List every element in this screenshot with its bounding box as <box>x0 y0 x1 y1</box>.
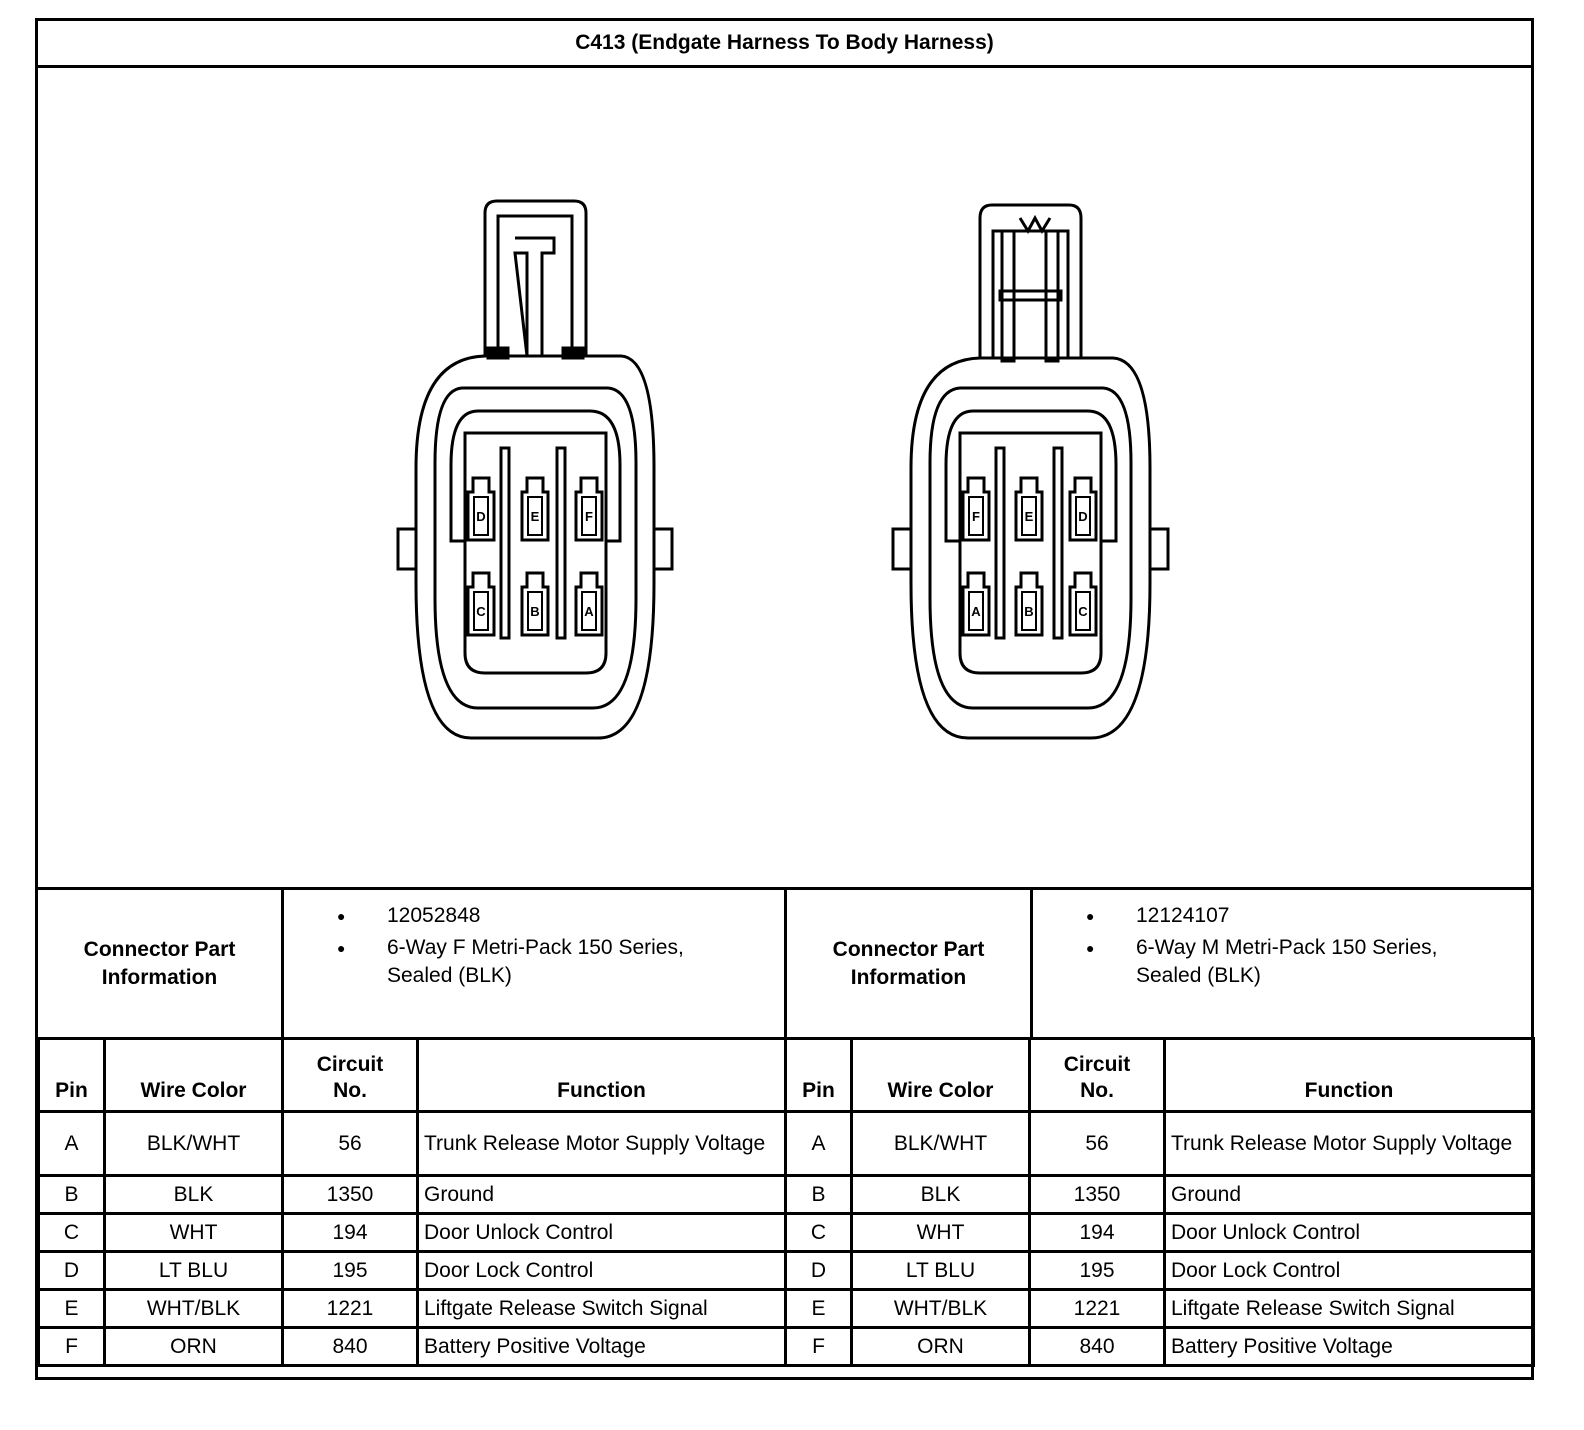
connector-part-info-list <box>1033 890 1531 1037</box>
table-row <box>39 1328 786 1366</box>
pin-cell: E <box>39 1290 105 1328</box>
pin-label: E <box>530 509 540 524</box>
wire-color-cell: BLK <box>105 1176 283 1214</box>
connector-pins-male <box>963 478 1096 635</box>
pin-cell: D <box>786 1252 852 1290</box>
circuit-cell: 194 <box>1030 1214 1165 1252</box>
wire-color-cell: ORN <box>105 1328 283 1366</box>
pin-label: A <box>971 604 981 619</box>
wire-color-cell: LT BLU <box>852 1252 1030 1290</box>
function-cell: Door Lock Control <box>418 1252 786 1290</box>
table-row <box>39 1290 786 1328</box>
pin-cell: F <box>39 1328 105 1366</box>
table-row <box>786 1252 1534 1290</box>
wire-color-cell: WHT/BLK <box>105 1290 283 1328</box>
pin-label: F <box>585 509 593 524</box>
pin-cell: B <box>786 1176 852 1214</box>
circuit-cell: 194 <box>283 1214 418 1252</box>
table-row <box>39 1176 786 1214</box>
wire-color-cell: BLK <box>852 1176 1030 1214</box>
pin-label: A <box>584 604 594 619</box>
pin-header: Pin <box>786 1039 852 1112</box>
circuit-cell: 1350 <box>1030 1176 1165 1214</box>
wire-color-cell: WHT <box>105 1214 283 1252</box>
table-row <box>786 1328 1534 1366</box>
function-header: Function <box>1165 1039 1534 1112</box>
pin-cell: A <box>786 1112 852 1176</box>
pin-label: D <box>476 509 486 524</box>
connector-face-male <box>893 205 1168 738</box>
table-row <box>786 1112 1534 1176</box>
pin-cell: E <box>786 1290 852 1328</box>
pin-cell: D <box>39 1252 105 1290</box>
connector-drawing <box>38 68 1531 890</box>
connector-part-info-label: Connector Part Information <box>83 937 236 989</box>
wire-color-header: Wire Color <box>852 1039 1030 1112</box>
circuit-cell: 195 <box>1030 1252 1165 1290</box>
connector-sheet <box>35 18 1534 1380</box>
function-cell: Liftgate Release Switch Signal <box>1165 1290 1534 1328</box>
wire-color-cell: BLK/WHT <box>852 1112 1030 1176</box>
table-row <box>786 1290 1534 1328</box>
wire-color-header: Wire Color <box>105 1039 283 1112</box>
connector-pins-female <box>468 478 602 635</box>
circuit-cell: 840 <box>283 1328 418 1366</box>
sheet-title: C413 (Endgate Harness To Body Harness) <box>38 21 1531 68</box>
pin-label: D <box>1078 509 1088 524</box>
table-row <box>786 1176 1534 1214</box>
pin-label: B <box>1024 604 1034 619</box>
connector-part-info-list <box>284 890 784 1037</box>
wire-color-cell: WHT <box>852 1214 1030 1252</box>
circuit-cell: 195 <box>283 1252 418 1290</box>
pinout-table-left <box>37 1037 787 1367</box>
circuit-header: Circuit No. <box>283 1039 418 1112</box>
pin-label: C <box>1078 604 1088 619</box>
connector-part-info-label: Connector Part Information <box>832 937 985 989</box>
pin-label: C <box>476 604 486 619</box>
part-number: ● 12124107 <box>1033 902 1531 930</box>
pin-cell: A <box>39 1112 105 1176</box>
function-cell: Ground <box>418 1176 786 1214</box>
connector-part-info-row <box>38 887 1531 1040</box>
function-cell: Liftgate Release Switch Signal <box>418 1290 786 1328</box>
circuit-cell: 840 <box>1030 1328 1165 1366</box>
part-description: ● 6-Way F Metri-Pack 150 Series, Sealed (BLK) <box>284 934 784 990</box>
wire-color-cell: WHT/BLK <box>852 1290 1030 1328</box>
pin-header: Pin <box>39 1039 105 1112</box>
circuit-cell: 56 <box>283 1112 418 1176</box>
circuit-cell: 1350 <box>283 1176 418 1214</box>
function-cell: Battery Positive Voltage <box>418 1328 786 1366</box>
connector-face-female <box>398 201 672 738</box>
pin-cell: C <box>39 1214 105 1252</box>
table-row <box>39 1112 786 1176</box>
pin-label: B <box>530 604 540 619</box>
circuit-header: Circuit No. <box>1030 1039 1165 1112</box>
function-cell: Door Unlock Control <box>418 1214 786 1252</box>
pinout-tables <box>38 1037 1531 1377</box>
wire-color-cell: LT BLU <box>105 1252 283 1290</box>
function-cell: Battery Positive Voltage <box>1165 1328 1534 1366</box>
pinout-table-right <box>784 1037 1535 1367</box>
table-row <box>39 1214 786 1252</box>
function-cell: Trunk Release Motor Supply Voltage <box>418 1112 786 1176</box>
part-number: ● 12052848 <box>284 902 784 930</box>
pin-cell: B <box>39 1176 105 1214</box>
function-cell: Trunk Release Motor Supply Voltage <box>1165 1112 1534 1176</box>
part-description: ● 6-Way M Metri-Pack 150 Series, Sealed (BLK) <box>1033 934 1531 990</box>
function-cell: Door Unlock Control <box>1165 1214 1534 1252</box>
pin-cell: C <box>786 1214 852 1252</box>
wire-color-cell: BLK/WHT <box>105 1112 283 1176</box>
pin-label: F <box>972 509 980 524</box>
pin-cell: F <box>786 1328 852 1366</box>
table-row <box>786 1214 1534 1252</box>
table-row <box>39 1252 786 1290</box>
pin-label: E <box>1024 509 1034 524</box>
circuit-cell: 1221 <box>283 1290 418 1328</box>
wire-color-cell: ORN <box>852 1328 1030 1366</box>
function-cell: Door Lock Control <box>1165 1252 1534 1290</box>
circuit-cell: 1221 <box>1030 1290 1165 1328</box>
function-cell: Ground <box>1165 1176 1534 1214</box>
function-header: Function <box>418 1039 786 1112</box>
circuit-cell: 56 <box>1030 1112 1165 1176</box>
